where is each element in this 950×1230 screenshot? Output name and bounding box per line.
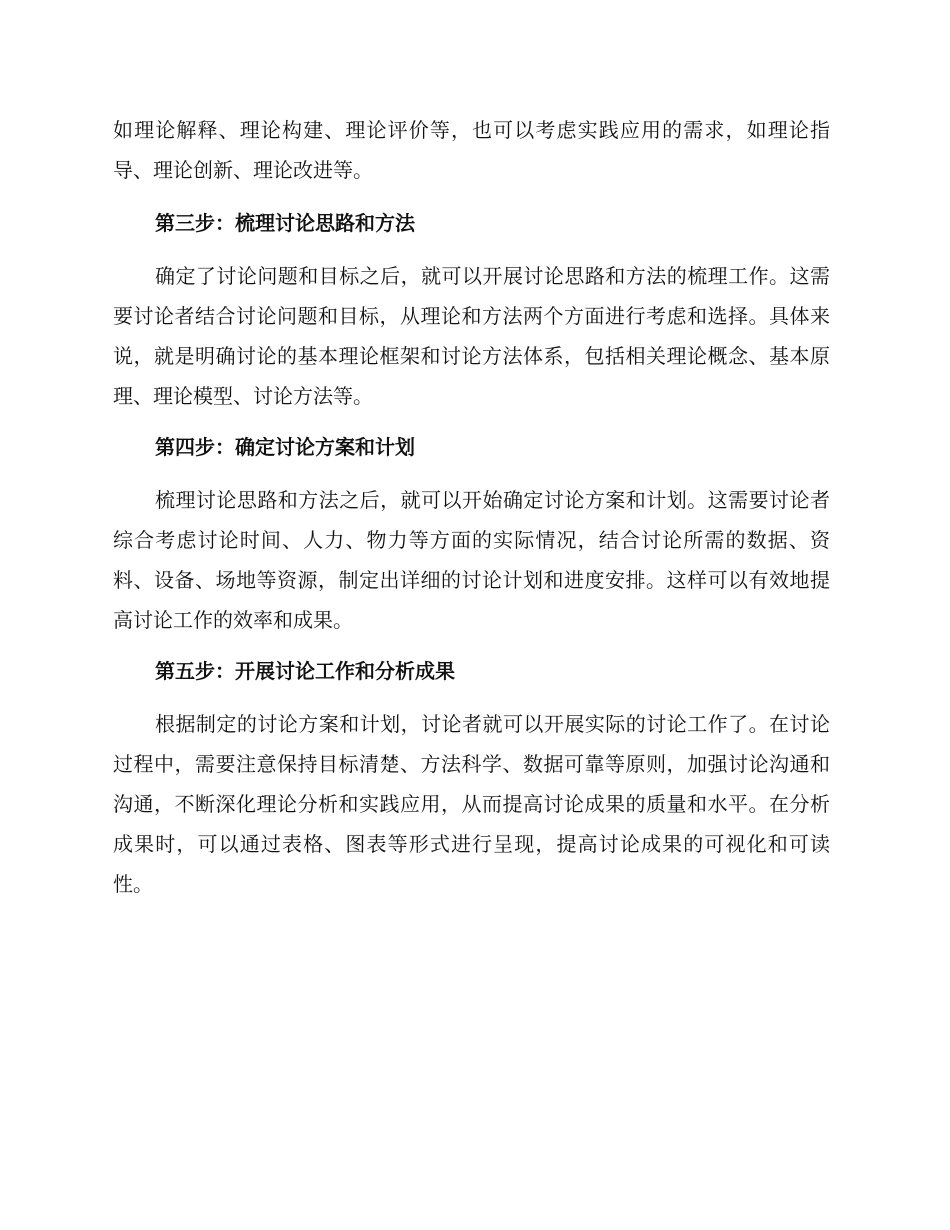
step3-paragraph: 确定了讨论问题和目标之后，就可以开展讨论思路和方法的梳理工作。这需要讨论者结合讨论问题和目标，从理论和方法两个方面进行考虑和选择。具体来说，就是明确讨论的基本理论框架和讨论方法体系，包括相关理论概念、基本原理、理论模型、讨论方法等。 [113, 264, 830, 408]
document-body [113, 110, 830, 915]
step5-paragraph: 根据制定的讨论方案和计划，讨论者就可以开展实际的讨论工作了。在讨论过程中，需要注意保持目标清楚、方法科学、数据可靠等原则，加强讨论沟通和沟通，不断深化理论分析和实践应用，从而提高讨论成果的质量和水平。在分析成果时，可以通过表格、图表等形式进行呈现，提高讨论成果的可视化和可读性。 [113, 712, 830, 896]
step4-paragraph: 梳理讨论思路和方法之后，就可以开始确定讨论方案和计划。这需要讨论者综合考虑讨论时间、人力、物力等方面的实际情况，结合讨论所需的数据、资料、设备、场地等资源，制定出详细的讨论计划和进度安排。这样可以有效地提高讨论工作的效率和成果。 [113, 488, 830, 632]
step5-heading: 第五步：开展讨论工作和分析成果 [155, 659, 455, 683]
step4-heading: 第四步：确定讨论方案和计划 [155, 435, 415, 459]
step3-heading: 第三步：梳理讨论思路和方法 [155, 211, 415, 235]
intro-paragraph: 如理论解释、理论构建、理论评价等，也可以考虑实践应用的需求，如理论指导、理论创新、理论改进等。 [113, 118, 830, 182]
